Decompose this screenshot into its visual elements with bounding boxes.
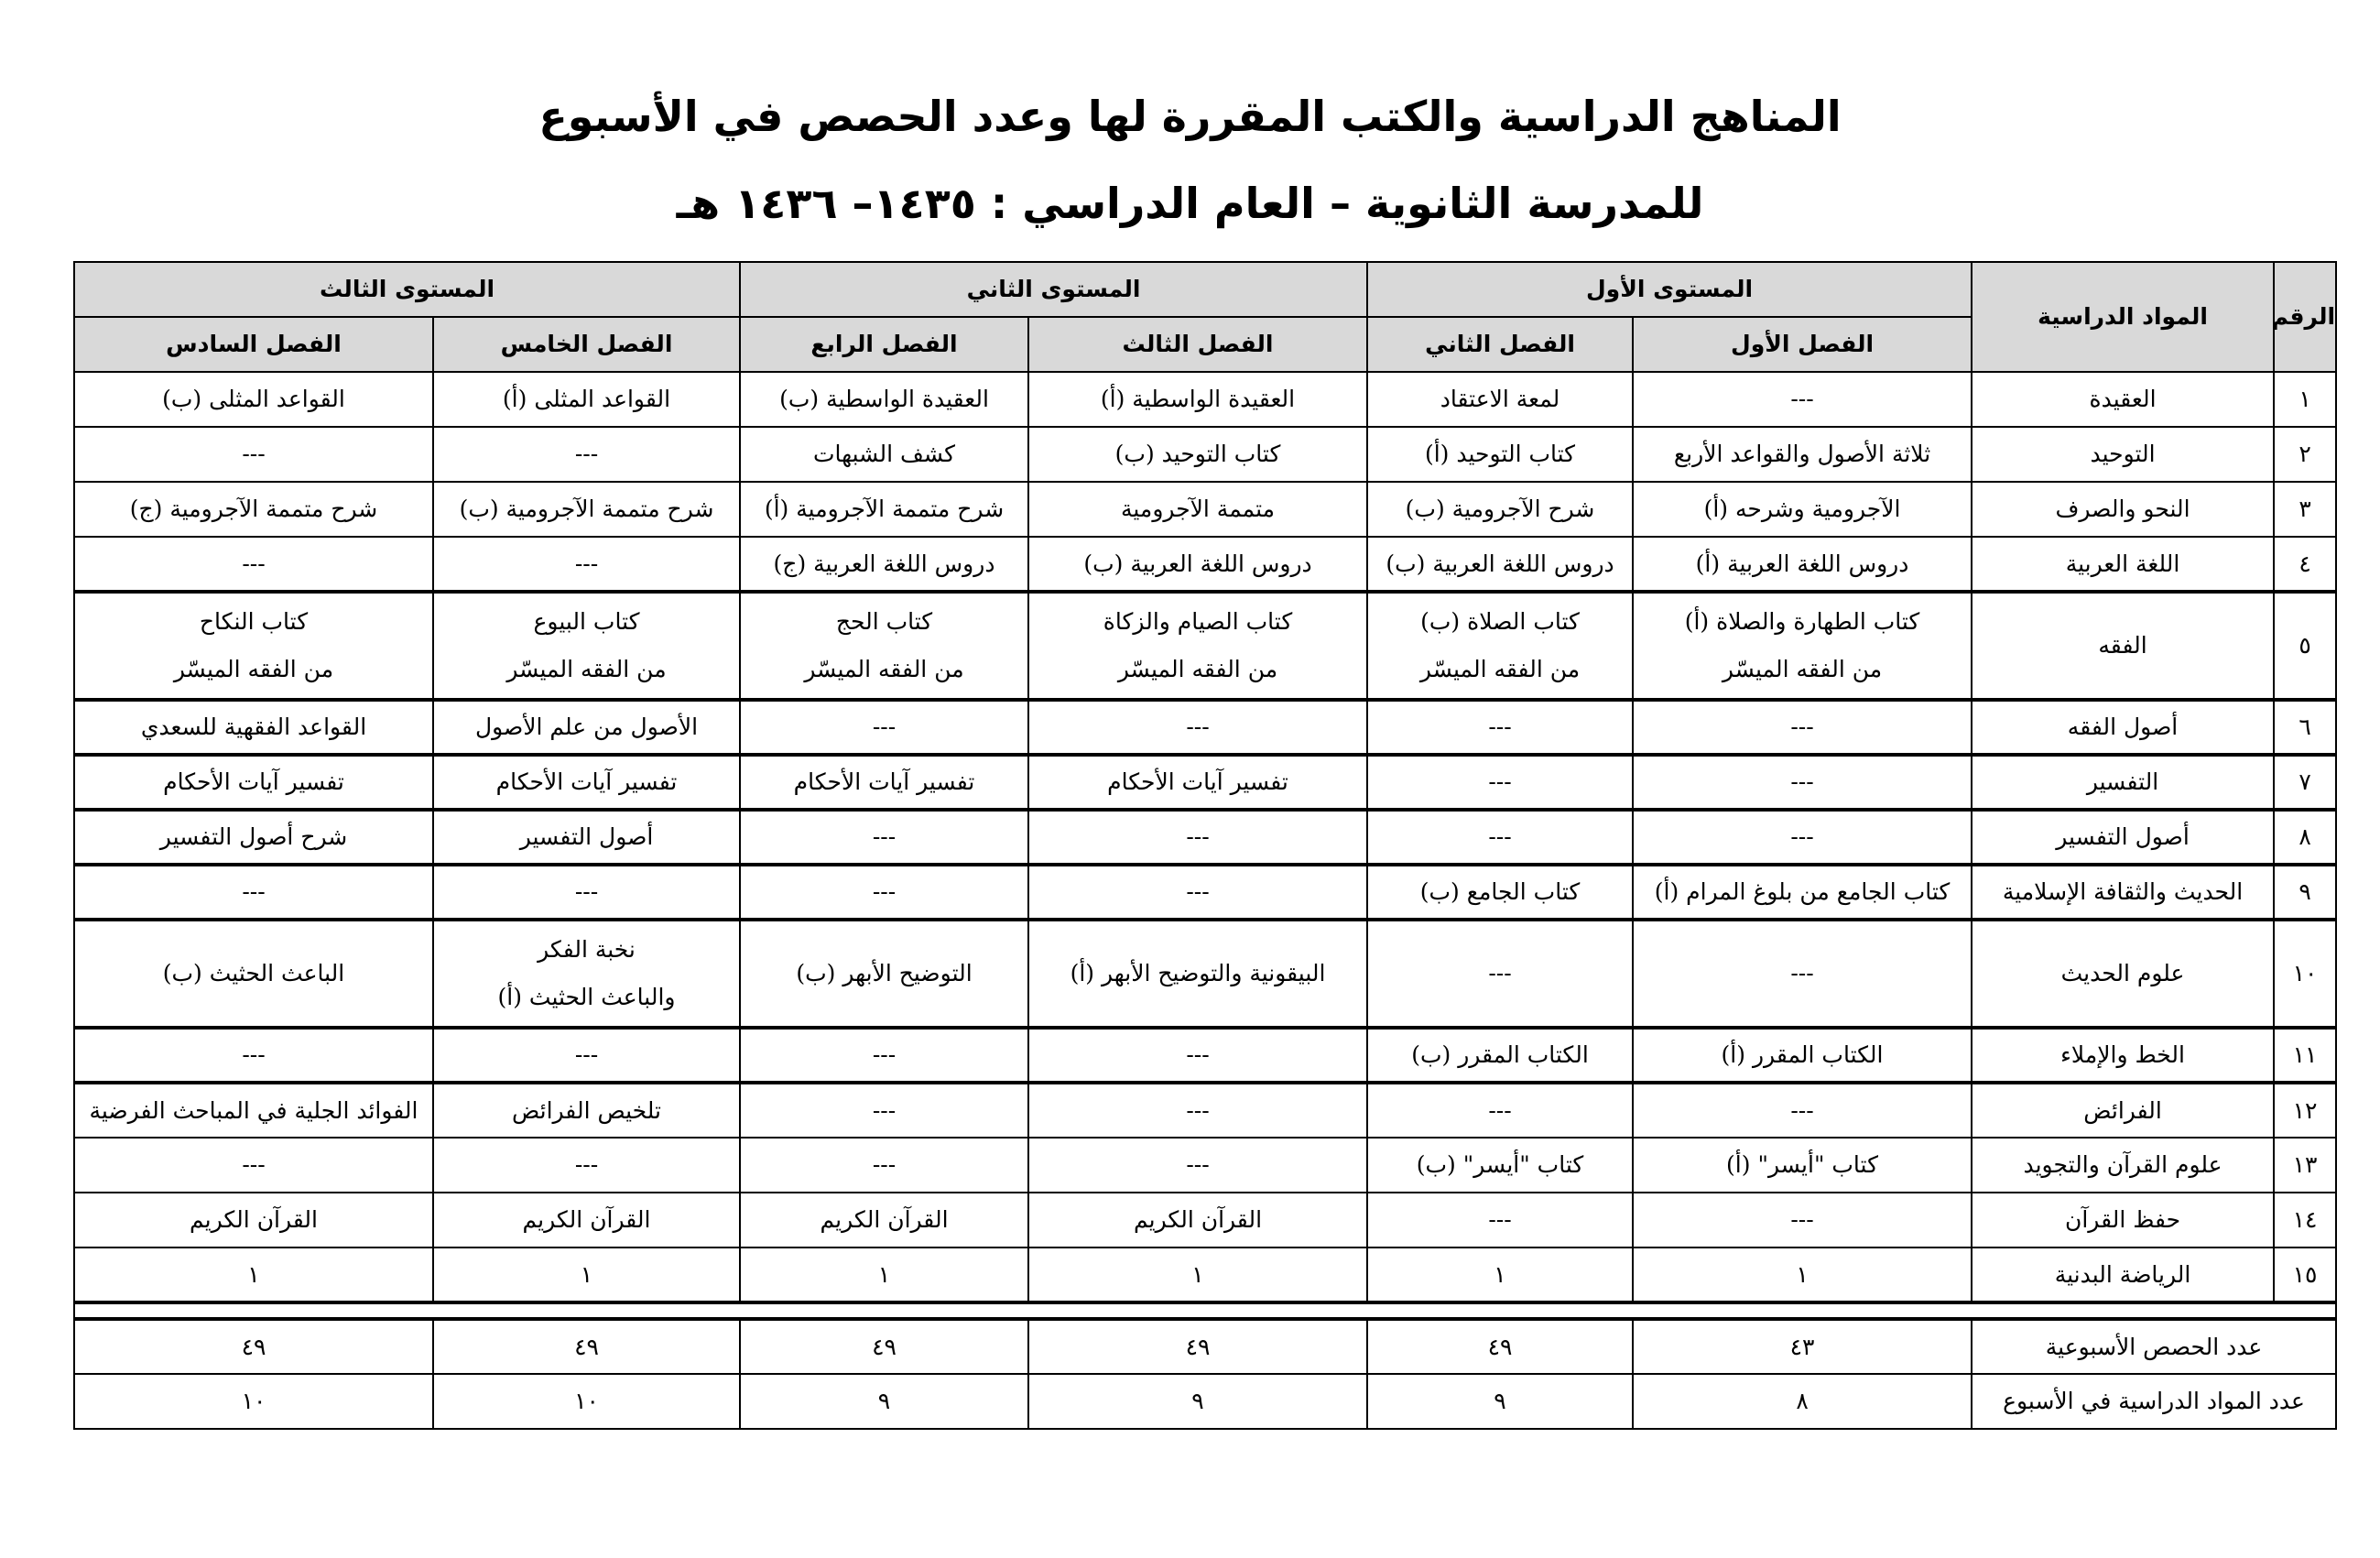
subject-name: العقيدة [1972, 372, 2274, 427]
book-cell [1028, 592, 1367, 700]
book-cell [433, 1193, 740, 1247]
book-title: --- [1186, 1096, 1210, 1124]
book-title: --- [574, 1041, 599, 1069]
book-title: --- [872, 1151, 897, 1179]
column-header-subject: المواد الدراسية [1972, 262, 2274, 372]
book-title: كتاب الطهارة والصلاة (أ) [1684, 608, 1920, 636]
book-title: والباعث الحثيث (أ) [497, 984, 676, 1010]
book-title: --- [1186, 878, 1210, 906]
row-number: ١٣ [2274, 1138, 2336, 1193]
book-title: كتاب النكاح [199, 608, 309, 636]
book-title: --- [1790, 960, 1814, 987]
book-cell [1633, 592, 1972, 700]
subject-name: حفظ القرآن [1972, 1193, 2274, 1247]
book-title: ثلاثة الأصول والقواعد الأربع [1673, 441, 1931, 468]
book-title: ١ [1191, 1260, 1204, 1288]
book-cell [1633, 1138, 1972, 1193]
book-cell [1633, 482, 1972, 537]
book-title: نخبة الفكر [538, 936, 636, 964]
table-row [74, 427, 2336, 482]
column-header-number: الرقم [2274, 262, 2336, 372]
book-title: القرآن الكريم [522, 1206, 651, 1234]
book-cell [1028, 810, 1367, 865]
book-cell [1367, 482, 1633, 537]
book-cell [74, 1138, 433, 1193]
book-title: التوضيح الأبهر (ب) [796, 960, 973, 987]
book-cell [1633, 1247, 1972, 1302]
row-number: ٦ [2274, 700, 2336, 755]
book-cell [1633, 865, 1972, 920]
separator-row [74, 1302, 2336, 1319]
book-cell [1028, 1247, 1367, 1302]
book-title: --- [1790, 714, 1814, 741]
book-title: العقيدة الواسطية (أ) [1100, 386, 1296, 413]
term-header-4: الفصل الرابع [740, 317, 1028, 372]
book-cell [740, 592, 1028, 700]
book-cell [1028, 372, 1367, 427]
summary-value: ٩ [740, 1374, 1028, 1429]
table-row [74, 865, 2336, 920]
book-cell [740, 372, 1028, 427]
summary-value: ١٠ [433, 1374, 740, 1429]
row-number: ١٠ [2274, 920, 2336, 1028]
book-title: --- [242, 550, 266, 577]
book-title: --- [872, 1096, 897, 1124]
book-title: كشف الشبهات [812, 441, 956, 468]
book-title: كتاب البيوع [533, 608, 640, 636]
summary-value: ٤٩ [740, 1319, 1028, 1374]
book-cell [1633, 1193, 1972, 1247]
summary-value: ١٠ [74, 1374, 433, 1429]
table-row [74, 482, 2336, 537]
book-title: متممة الآجرومية [1120, 496, 1276, 523]
book-cell [74, 810, 433, 865]
subject-name: أصول التفسير [1972, 810, 2274, 865]
book-cell [1633, 537, 1972, 592]
summary-value: ٨ [1633, 1374, 1972, 1429]
book-title: القرآن الكريم [189, 1206, 318, 1234]
book-title: ١ [877, 1260, 891, 1288]
book-title: كتاب الصلاة (ب) [1420, 608, 1580, 636]
book-cell [1367, 1193, 1633, 1247]
subject-name: الفرائض [1972, 1083, 2274, 1138]
book-title: دروس اللغة العربية (أ) [1695, 550, 1909, 577]
row-number: ٤ [2274, 537, 2336, 592]
book-cell [740, 920, 1028, 1028]
book-title: القرآن الكريم [1134, 1206, 1263, 1234]
book-title: كتاب التوحيد (أ) [1424, 441, 1576, 468]
row-number: ٩ [2274, 865, 2336, 920]
book-cell [74, 1083, 433, 1138]
level-header-1: المستوى الأول [1367, 262, 1972, 317]
term-header-2: الفصل الثاني [1367, 317, 1633, 372]
row-number: ١٤ [2274, 1193, 2336, 1247]
book-title: تلخيص الفرائض [511, 1096, 662, 1124]
book-cell [433, 1138, 740, 1193]
book-cell [74, 700, 433, 755]
book-cell [433, 1083, 740, 1138]
book-title: أصول التفسير [519, 823, 654, 851]
book-title: شرح متممة الآجرومية (أ) [764, 496, 1005, 523]
book-cell [1367, 920, 1633, 1028]
book-cell [1367, 372, 1633, 427]
book-title: كتاب "أيسر" (أ) [1726, 1151, 1878, 1179]
row-number: ٥ [2274, 592, 2336, 700]
book-cell [740, 1247, 1028, 1302]
subject-name: علوم القرآن والتجويد [1972, 1138, 2274, 1193]
book-title: --- [1790, 1206, 1814, 1234]
book-cell [74, 592, 433, 700]
book-title: شرح أصول التفسير [159, 823, 348, 851]
book-title: الكتاب المقرر (أ) [1721, 1041, 1884, 1069]
book-title: --- [1186, 1041, 1210, 1069]
book-cell [1633, 700, 1972, 755]
book-title: من الفقه الميسّر [1722, 656, 1883, 682]
table-row [74, 1247, 2336, 1302]
book-cell [1367, 755, 1633, 810]
table-row [74, 372, 2336, 427]
table-row [74, 592, 2336, 700]
book-cell [740, 537, 1028, 592]
table-row [74, 1083, 2336, 1138]
table-row [74, 1193, 2336, 1247]
book-title: ١ [580, 1260, 593, 1288]
term-header-1: الفصل الأول [1633, 317, 1972, 372]
table-row [74, 1138, 2336, 1193]
book-title: --- [574, 441, 599, 468]
book-cell [740, 1193, 1028, 1247]
book-cell [1028, 537, 1367, 592]
book-title: --- [1488, 768, 1512, 796]
book-title: --- [1790, 1096, 1814, 1124]
book-title: --- [1488, 823, 1512, 851]
book-title: شرح الآجرومية (ب) [1405, 496, 1595, 523]
book-title: تفسير آيات الأحكام [1107, 768, 1288, 796]
book-cell [433, 427, 740, 482]
book-cell [1367, 700, 1633, 755]
book-title: --- [574, 878, 599, 906]
summary-row [74, 1319, 2336, 1374]
summary-value: ٤٩ [433, 1319, 740, 1374]
book-cell [740, 700, 1028, 755]
book-cell [1633, 755, 1972, 810]
book-title: --- [872, 878, 897, 906]
book-title: --- [1790, 386, 1814, 413]
book-cell [740, 1138, 1028, 1193]
row-number: ١١ [2274, 1028, 2336, 1083]
book-title: كتاب "أيسر" (ب) [1416, 1151, 1584, 1179]
book-cell [433, 537, 740, 592]
book-title: --- [1488, 1206, 1512, 1234]
subject-name: أصول الفقه [1972, 700, 2274, 755]
book-cell [1367, 1138, 1633, 1193]
subject-name: التفسير [1972, 755, 2274, 810]
book-cell [1028, 755, 1367, 810]
book-title: --- [1790, 768, 1814, 796]
book-cell [1367, 427, 1633, 482]
book-title: القرآن الكريم [820, 1206, 949, 1234]
book-title: --- [242, 441, 266, 468]
subject-name: الفقه [1972, 592, 2274, 700]
book-cell [433, 482, 740, 537]
book-title: تفسير آيات الأحكام [495, 768, 678, 796]
row-number: ٧ [2274, 755, 2336, 810]
book-title: ١ [1796, 1260, 1809, 1288]
book-cell [1028, 920, 1367, 1028]
book-title: من الفقه الميسّر [506, 656, 667, 682]
book-cell [433, 1247, 740, 1302]
term-header-3: الفصل الثالث [1028, 317, 1367, 372]
book-title: كتاب الجامع من بلوغ المرام (أ) [1654, 878, 1951, 906]
book-cell [740, 755, 1028, 810]
book-title: --- [242, 1041, 266, 1069]
subject-name: اللغة العربية [1972, 537, 2274, 592]
book-cell [74, 865, 433, 920]
book-cell [433, 920, 740, 1028]
book-cell [74, 427, 433, 482]
book-title: دروس اللغة العربية (ب) [1386, 550, 1614, 577]
book-cell [433, 755, 740, 810]
page-title: المناهج الدراسية والكتب المقررة لها وعدد الحصص في الأسبوع [538, 92, 1842, 141]
level-header-2: المستوى الثاني [740, 262, 1367, 317]
summary-value: ٤٩ [74, 1319, 433, 1374]
book-cell [1028, 1028, 1367, 1083]
book-title: كتاب الجامع (ب) [1419, 878, 1581, 906]
subject-name: النحو والصرف [1972, 482, 2274, 537]
book-cell [433, 372, 740, 427]
book-title: --- [1186, 1151, 1210, 1179]
book-title: --- [1488, 960, 1512, 987]
book-cell [1028, 700, 1367, 755]
book-title: ١ [1494, 1260, 1506, 1288]
summary-label: عدد المواد الدراسية في الأسبوع [1972, 1374, 2336, 1429]
level-header-3: المستوى الثالث [74, 262, 740, 317]
book-cell [1633, 372, 1972, 427]
book-title: من الفقه الميسّر [173, 656, 334, 682]
row-number: ٣ [2274, 482, 2336, 537]
summary-value: ٤٩ [1028, 1319, 1367, 1374]
book-title: لمعة الاعتقاد [1440, 386, 1560, 413]
subject-name: الرياضة البدنية [1972, 1247, 2274, 1302]
book-cell [1028, 427, 1367, 482]
book-cell [74, 755, 433, 810]
book-cell [1028, 482, 1367, 537]
book-cell [74, 1028, 433, 1083]
book-cell [1633, 1083, 1972, 1138]
row-number: ٢ [2274, 427, 2336, 482]
book-cell [1633, 920, 1972, 1028]
book-cell [740, 1083, 1028, 1138]
book-cell [1633, 1028, 1972, 1083]
book-title: --- [1186, 823, 1210, 851]
book-cell [1367, 1247, 1633, 1302]
book-title: --- [574, 550, 599, 577]
book-title: البيقونية والتوضيح الأبهر (أ) [1070, 960, 1326, 987]
book-cell [740, 427, 1028, 482]
book-cell [433, 865, 740, 920]
book-title: شرح متممة الآجرومية (ب) [459, 496, 714, 523]
book-cell [1633, 810, 1972, 865]
summary-value: ٩ [1367, 1374, 1633, 1429]
table-row [74, 920, 2336, 1028]
term-header-6: الفصل السادس [74, 317, 433, 372]
book-cell [433, 1028, 740, 1083]
book-title: دروس اللغة العربية (ج) [773, 550, 995, 577]
book-cell [740, 482, 1028, 537]
book-cell [1367, 1028, 1633, 1083]
summary-row [74, 1374, 2336, 1429]
book-title: --- [242, 1151, 266, 1179]
book-cell [740, 865, 1028, 920]
book-title: --- [872, 823, 897, 851]
book-title: --- [872, 1041, 897, 1069]
book-cell [1028, 1083, 1367, 1138]
book-title: الأصول من علم الأصول [474, 714, 699, 741]
row-number: ٨ [2274, 810, 2336, 865]
book-cell [1367, 810, 1633, 865]
book-title: تفسير آيات الأحكام [163, 768, 344, 796]
book-title: --- [872, 714, 897, 741]
book-title: من الفقه الميسّر [804, 656, 964, 682]
book-title: القواعد المثلى (أ) [502, 386, 671, 413]
book-cell [74, 482, 433, 537]
term-header-5: الفصل الخامس [433, 317, 740, 372]
book-cell [74, 1247, 433, 1302]
book-title: شرح متممة الآجرومية (ج) [129, 496, 378, 523]
book-title: ١ [247, 1260, 260, 1288]
separator [74, 1302, 2336, 1319]
row-number: ١ [2274, 372, 2336, 427]
book-cell [1367, 537, 1633, 592]
book-cell [1367, 1083, 1633, 1138]
book-cell [1633, 427, 1972, 482]
book-title: من الفقه الميسّر [1117, 656, 1278, 682]
table-row [74, 700, 2336, 755]
book-title: القواعد الفقهية للسعدي [140, 714, 367, 741]
subject-name: الحديث والثقافة الإسلامية [1972, 865, 2274, 920]
curriculum-table [73, 261, 2337, 1430]
book-title: الباعث الحثيث (ب) [162, 960, 345, 987]
row-number: ١٥ [2274, 1247, 2336, 1302]
book-title: العقيدة الواسطية (ب) [779, 386, 989, 413]
book-cell [74, 372, 433, 427]
subject-name: التوحيد [1972, 427, 2274, 482]
book-title: دروس اللغة العربية (ب) [1083, 550, 1312, 577]
book-cell [74, 537, 433, 592]
book-title: كتاب الصيام والزكاة [1103, 608, 1293, 636]
book-title: --- [1488, 714, 1512, 741]
summary-value: ٩ [1028, 1374, 1367, 1429]
book-cell [1367, 592, 1633, 700]
table-row [74, 755, 2336, 810]
book-cell [433, 810, 740, 865]
summary-value: ٤٩ [1367, 1319, 1633, 1374]
table-row [74, 1028, 2336, 1083]
book-title: كتاب التوحيد (ب) [1114, 441, 1281, 468]
subject-name: علوم الحديث [1972, 920, 2274, 1028]
book-cell [1367, 865, 1633, 920]
book-cell [1028, 1193, 1367, 1247]
book-cell [74, 1193, 433, 1247]
table-row [74, 537, 2336, 592]
book-cell [740, 1028, 1028, 1083]
book-cell [740, 810, 1028, 865]
book-title: الفوائد الجلية في المباحث الفرضية [89, 1096, 418, 1124]
page-subtitle: للمدرسة الثانوية – العام الدراسي : ١٤٣٥– ١٤٣٦ هـ [676, 179, 1704, 228]
summary-label: عدد الحصص الأسبوعية [1972, 1319, 2336, 1374]
book-cell [74, 920, 433, 1028]
book-title: الكتاب المقرر (ب) [1411, 1041, 1589, 1069]
summary-value: ٤٣ [1633, 1319, 1972, 1374]
book-title: كتاب الحج [835, 608, 933, 636]
table-row [74, 810, 2336, 865]
book-title: القواعد المثلى (ب) [162, 386, 345, 413]
subject-name: الخط والإملاء [1972, 1028, 2274, 1083]
book-title: تفسير آيات الأحكام [793, 768, 975, 796]
book-title: --- [1186, 714, 1210, 741]
row-number: ١٢ [2274, 1083, 2336, 1138]
book-title: --- [1488, 1096, 1512, 1124]
book-title: من الفقه الميسّر [1419, 656, 1581, 682]
book-title: --- [574, 1151, 599, 1179]
book-cell [1028, 1138, 1367, 1193]
book-title: --- [1790, 823, 1814, 851]
book-cell [1028, 865, 1367, 920]
book-title: --- [242, 878, 266, 906]
book-cell [433, 592, 740, 700]
book-title: الآجرومية وشرحه (أ) [1703, 496, 1901, 523]
book-cell [433, 700, 740, 755]
